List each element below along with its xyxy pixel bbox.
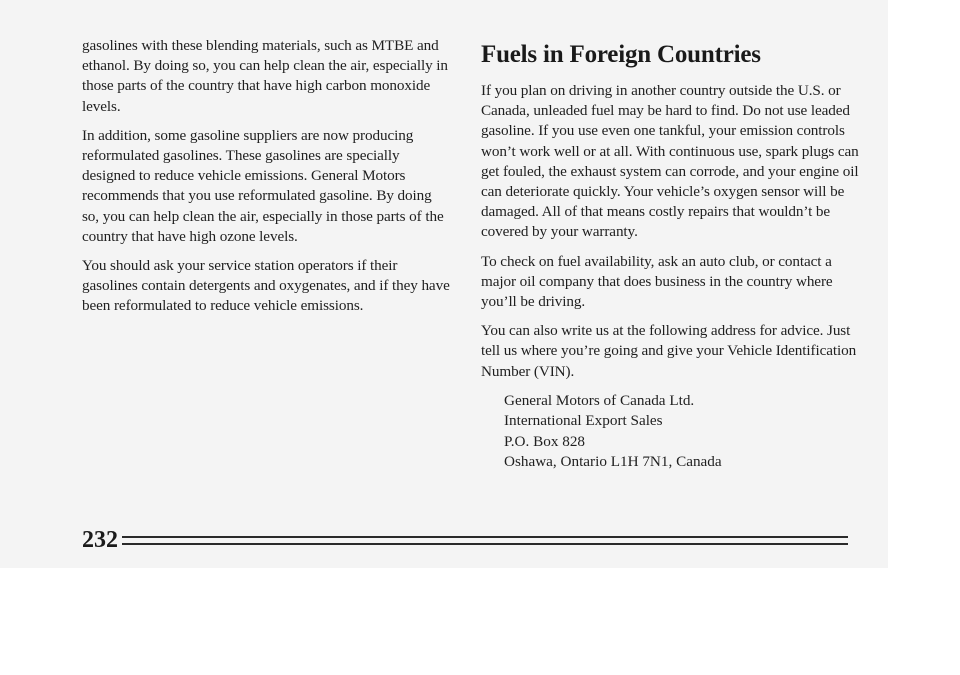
right-paragraph-1: If you plan on driving in another country outside the U.S. or Canada, unleaded fuel may be hard to find. Do not use leaded gasoline. If you use even one tankful, your emission controls won’t work well or at all. With continuous use, spark plugs can get fouled, the exhaust system can corrode, and your engine oil can deteriorate quickly. Your vehicle’s oxygen sensor will be damaged. All of that means costly repairs that wouldn’t be covered by your warranty.: [481, 82, 859, 241]
address-line-po-box: P.O. Box 828: [504, 432, 586, 450]
section-heading: Fuels in Foreign Countries: [481, 41, 761, 68]
mailing-address: [504, 391, 861, 473]
left-column: [82, 36, 452, 326]
right-column: [481, 40, 861, 473]
footer-rule-top: [122, 536, 848, 538]
page-number: 232: [82, 527, 118, 553]
footer-rule-bottom: [122, 543, 848, 545]
left-paragraph-3: You should ask your service station operators if their gasolines contain detergents and oxygenates, and if they have been reformulated to reduce vehicle emissions.: [82, 257, 450, 315]
address-line-city: Oshawa, Ontario L1H 7N1, Canada: [504, 453, 722, 471]
right-paragraph-3: You can also write us at the following address for advice. Just tell us where you’re going and give your Vehicle Identification Number (VIN).: [481, 322, 857, 380]
right-paragraph-2: To check on fuel availability, ask an auto club, or contact a major oil company that does business in the country where you’ll be driving.: [481, 252, 833, 311]
page-footer: [82, 525, 848, 555]
left-paragraph-2: In addition, some gasoline suppliers are now producing reformulated gasolines. These gasolines are specially designed to reduce vehicle emissions. General Motors recommends that you use reformulated gasoline. By doing so, you can help clean the air, especially in those parts of the country that have high ozone levels.: [82, 126, 444, 245]
left-paragraph-1: gasolines with these blending materials, such as MTBE and ethanol. By doing so, you can help clean the air, especially in those parts of the country that have high carbon monoxide levels.: [82, 37, 448, 115]
address-line-department: International Export Sales: [504, 412, 663, 430]
address-line-company: General Motors of Canada Ltd.: [504, 391, 695, 409]
